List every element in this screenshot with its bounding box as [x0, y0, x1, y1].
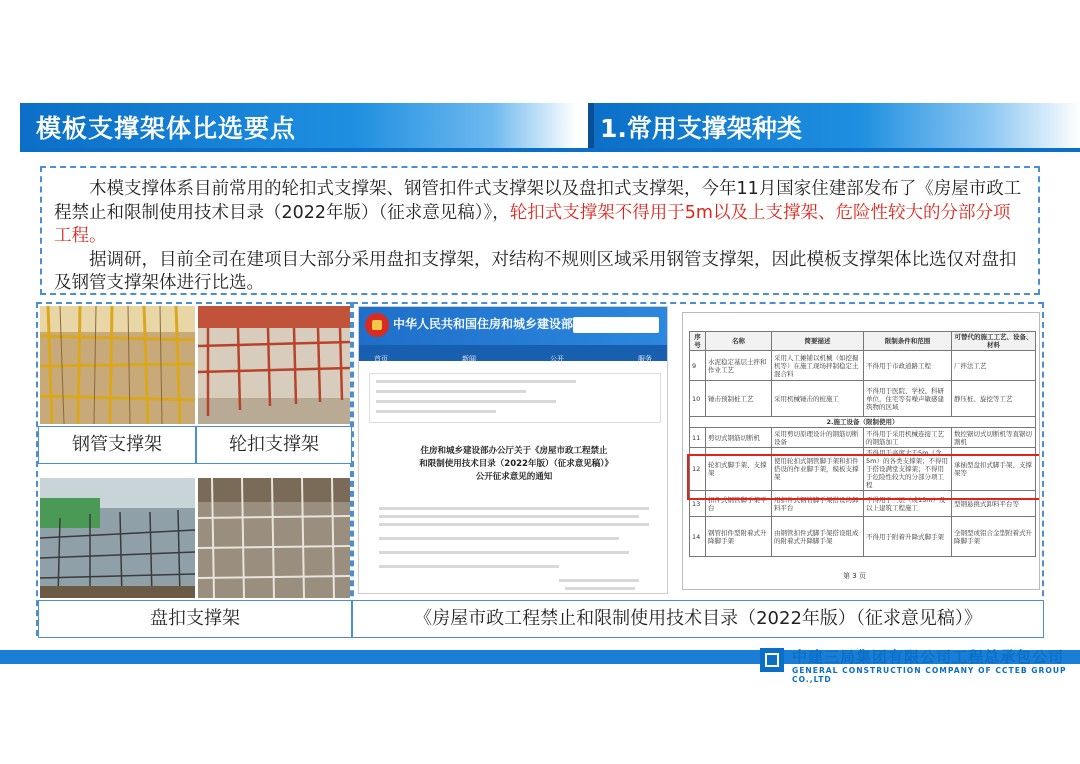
table-cell: 用扣件式钢管脚手架搭设的卸料平台 — [772, 491, 864, 517]
table-row — [690, 428, 1036, 448]
document-metadata-box — [369, 373, 661, 423]
table-cell: 14 — [690, 517, 706, 557]
national-emblem-icon — [365, 313, 389, 337]
subsection-title: 1.常用支撑架种类 — [600, 114, 802, 143]
section-header — [20, 103, 576, 148]
steel-pipe-scaffold-photo — [40, 306, 195, 424]
caption-disc-buckle: 盘扣支撑架 — [38, 600, 352, 638]
catalog-table — [689, 331, 1036, 557]
intro-text: 木模支撑体系目前常用的轮扣式支撑架、钢管扣件式支撑架以及盘扣式支撑架，今年11月国家住建部发布了《房屋市政工程禁止和限制使用技术目录（2022年版）（征求意见稿）》， — [54, 179, 1022, 223]
highlight-text: 轮扣式支撑架不得用于5m以及上支撑架、危险性较大的分部分项工程。 — [54, 202, 1011, 246]
table-cell: 使用轮扣式钢管脚手架和扣件搭设的作业脚手架，模板支撑架 — [772, 448, 864, 491]
table-cell: 采用机械锤击的桩施工 — [772, 381, 864, 417]
table-cell: 水泥稳定基层土拌和作业工艺 — [706, 351, 772, 381]
caption-catalog-document: 《房屋市政工程禁止和限制使用技术目录（2022年版）（征求意见稿）》 — [352, 600, 1044, 638]
table-cell: 不得用于医院、学校、科研单位，住宅等有噪声敏感建筑物的区域 — [864, 381, 952, 417]
table-cell: 剪切式钢筋切断机 — [706, 428, 772, 448]
table-cell: 承插型盘扣式脚手架、支撑架等 — [952, 448, 1036, 491]
nav-item[interactable] — [579, 345, 623, 361]
table-cell: 13 — [690, 491, 706, 517]
table-cell: 不得用于市政道路工程 — [864, 351, 952, 381]
catalog-table-screenshot — [682, 312, 1040, 590]
company-name-en: GENERAL CONSTRUCTION COMPANY OF CCTEB GROUP CO.,LTD — [792, 666, 1067, 684]
nav-item[interactable] — [403, 345, 447, 361]
table-cell: 12 — [690, 448, 706, 491]
section-title: 模板支撑架体比选要点 — [36, 114, 297, 143]
table-cell: 10 — [690, 381, 706, 417]
table-section-title: 2.施工设备（限制使用） — [690, 417, 1036, 428]
nav-item[interactable]: 新闻 — [462, 355, 476, 363]
ministry-name: 中华人民共和国住房和城乡建设部 — [393, 317, 574, 331]
intro-paragraph-1 — [54, 178, 1026, 249]
nav-item[interactable]: 服务 — [638, 355, 652, 363]
search-input[interactable] — [573, 317, 659, 333]
table-cell: 9 — [690, 351, 706, 381]
header-divider — [20, 148, 1080, 152]
subsection-header — [588, 103, 1080, 148]
ministry-webpage-screenshot — [358, 306, 668, 594]
table-row — [690, 517, 1036, 557]
table-cell: 厂拌法工艺 — [952, 351, 1036, 381]
highlight-box — [687, 454, 1040, 500]
nav-item[interactable]: 公开 — [550, 355, 564, 363]
nav-item[interactable] — [491, 345, 535, 361]
column-header: 简要描述 — [772, 332, 864, 351]
caption-wheel-buckle: 轮扣支撑架 — [196, 426, 352, 464]
intro-paragraph-2: 据调研，目前全司在建项目大部分采用盘扣支撑架，对结构不规则区域采用钢管支撑架，因此模板支撑架体比选仅对盘扣及钢管支撑架体进行比选。 — [54, 249, 1017, 293]
table-row — [690, 381, 1036, 417]
wheel-buckle-scaffold-photo — [198, 306, 350, 424]
table-cell: 钢管扣件型附着式升降脚手架 — [706, 517, 772, 557]
disc-buckle-scaffold-photo-1 — [40, 478, 195, 598]
caption-steel-pipe: 钢管支撑架 — [38, 426, 196, 464]
table-cell: 型钢悬挑式卸料平台等 — [952, 491, 1036, 517]
company-name-cn: 中建三局集团有限公司工程总承包公司 — [792, 648, 1065, 666]
company-logo-icon — [760, 648, 784, 672]
table-cell: 不得用于三层（或15m）及以上建筑工程施工 — [864, 491, 952, 517]
table-cell: 轮扣式脚手架、支撑架 — [706, 448, 772, 491]
table-cell: 全钢型或铝合金型附着式升降脚手架 — [952, 517, 1036, 557]
ministry-nav — [359, 345, 668, 361]
table-cell: 11 — [690, 428, 706, 448]
table-section-row — [690, 417, 1036, 428]
notice-title: 住房和城乡建设部办公厅关于《房屋市政工程禁止和限制使用技术目录（2022年版）（征求意见稿）》公开征求意见的通知 — [419, 446, 609, 482]
column-header: 序号 — [690, 332, 706, 351]
nav-item[interactable]: 首页 — [374, 355, 388, 363]
table-header-row — [690, 332, 1036, 351]
column-header: 名称 — [706, 332, 772, 351]
table-cell: 静压桩、旋挖等工艺 — [952, 381, 1036, 417]
table-cell: 采用人工摊铺以机械（如挖掘机等）在施工现场拌制稳定土混合料 — [772, 351, 864, 381]
column-header: 限制条件和范围 — [864, 332, 952, 351]
table-cell: 数控锯切式切断机等直锯切割机 — [952, 428, 1036, 448]
table-cell: 不得用于采用机械连接工艺的钢筋加工 — [864, 428, 952, 448]
ministry-header — [359, 307, 668, 345]
table-cell: 锤击预制桩工艺 — [706, 381, 772, 417]
table-cell: 不得用于附着升降式脚手架 — [864, 517, 952, 557]
disc-buckle-scaffold-photo-2 — [198, 478, 350, 598]
table-cell: 由钢管扣件式脚手架搭设组成的附着式升降脚手架 — [772, 517, 864, 557]
table-row — [690, 351, 1036, 381]
column-header: 可替代的施工工艺、设备、材料 — [952, 332, 1036, 351]
table-cell: 扣件式钢管脚手架平台 — [706, 491, 772, 517]
table-cell: 采用剪切原理设计的钢筋切断设备 — [772, 428, 864, 448]
table-cell: 不得用于高度大于5m（含5m）的各类支撑架；不得用于搭设满堂支撑架；不得用于危险性较大的分部分项工程 — [864, 448, 952, 491]
page-number: 第 3 页 — [843, 572, 866, 580]
intro-text-box — [40, 166, 1040, 295]
header-accent-bar — [588, 103, 594, 148]
